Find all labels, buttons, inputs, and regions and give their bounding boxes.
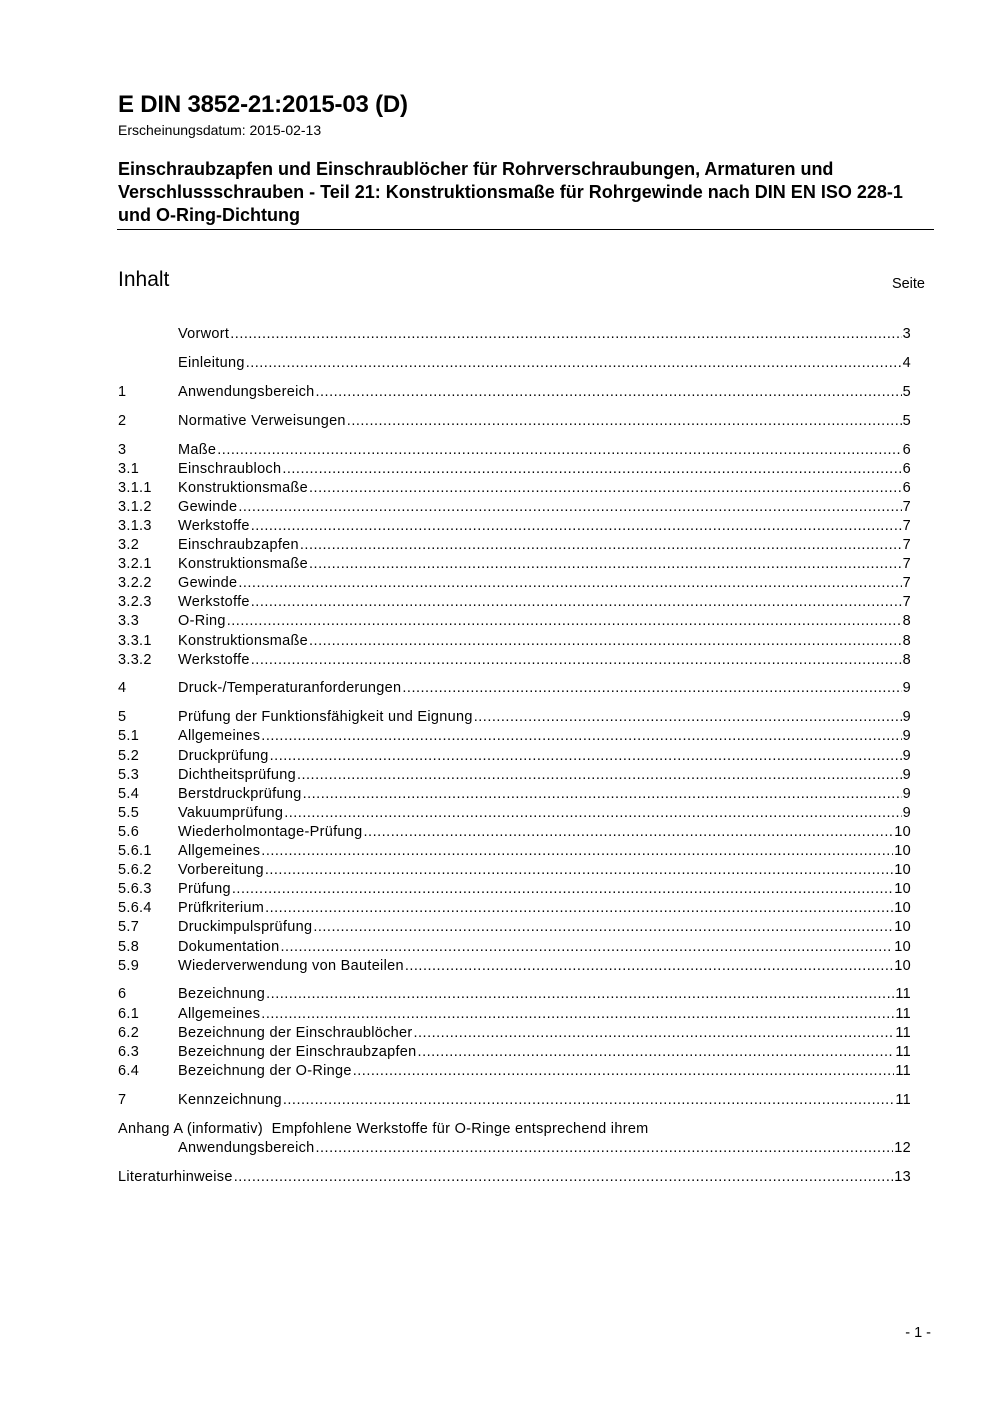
toc-entry[interactable] bbox=[118, 861, 911, 880]
page-number: - 1 - bbox=[905, 1325, 931, 1341]
dot-leader bbox=[266, 985, 894, 1004]
dot-leader bbox=[364, 823, 894, 842]
toc-entry-number: 5 bbox=[118, 709, 127, 726]
toc-entry-page: 5 bbox=[902, 383, 911, 400]
toc-entry-label: Wiederverwendung von Bauteilen bbox=[178, 957, 404, 974]
toc-entry-label: Bezeichnung bbox=[178, 986, 266, 1003]
toc-entry[interactable] bbox=[118, 555, 911, 574]
toc-entry-number: 4 bbox=[118, 680, 127, 697]
toc-entry[interactable] bbox=[118, 632, 911, 651]
toc-entry-label: Bezeichnung der Einschraublöcher bbox=[178, 1024, 413, 1041]
toc-entry-number: 3.1.3 bbox=[118, 517, 152, 534]
toc-entry-page: 6 bbox=[902, 441, 911, 458]
toc-entry-page: 9 bbox=[902, 747, 911, 764]
toc-entry[interactable] bbox=[118, 1024, 911, 1043]
toc-entry-label: Kennzeichnung bbox=[178, 1091, 282, 1108]
toc-entry-page: 10 bbox=[894, 881, 911, 898]
toc-entry-page: 11 bbox=[895, 986, 911, 1003]
toc-entry-page: 8 bbox=[902, 613, 911, 630]
toc-entry[interactable] bbox=[118, 804, 911, 823]
toc-entry-number: 2 bbox=[118, 412, 127, 429]
toc-entry-label: Wiederholmontage-Prüfung bbox=[178, 823, 363, 840]
toc-entry-number: 6.1 bbox=[118, 1005, 140, 1022]
dot-leader bbox=[261, 842, 893, 861]
toc-entry[interactable] bbox=[118, 612, 911, 631]
table-of-contents bbox=[118, 325, 911, 1187]
dot-leader bbox=[316, 1139, 894, 1158]
toc-entry-page: 10 bbox=[894, 957, 911, 974]
toc-entry-number: 3.2 bbox=[118, 537, 140, 554]
toc-entry-label: Prüfkriterium bbox=[178, 900, 265, 917]
toc-entry-label: Gewinde bbox=[178, 575, 238, 592]
dot-leader bbox=[270, 747, 902, 766]
toc-entry-number: 5.1 bbox=[118, 728, 140, 745]
toc-entry[interactable] bbox=[118, 412, 911, 431]
dot-leader bbox=[414, 1024, 895, 1043]
toc-entry[interactable] bbox=[118, 938, 911, 957]
dot-leader bbox=[309, 479, 902, 498]
toc-entry-number: 5.6.4 bbox=[118, 900, 152, 917]
toc-entry-page: 13 bbox=[894, 1168, 911, 1185]
dot-leader bbox=[309, 555, 902, 574]
dot-leader bbox=[246, 354, 902, 373]
toc-entry-label: Berstdruckprüfung bbox=[178, 785, 302, 802]
toc-entry-page: 7 bbox=[902, 575, 911, 592]
toc-entry-label: Konstruktionsmaße bbox=[178, 479, 309, 496]
dot-leader bbox=[353, 1062, 895, 1081]
toc-entry-label: Literaturhinweise bbox=[118, 1168, 233, 1185]
dot-leader bbox=[217, 441, 901, 460]
toc-entry-number: 3 bbox=[118, 441, 127, 458]
annex-prefix: Anhang A bbox=[118, 1120, 183, 1137]
toc-entry-page: 9 bbox=[902, 680, 911, 697]
toc-entry-bibliography[interactable] bbox=[118, 1168, 911, 1187]
dot-leader bbox=[238, 498, 901, 517]
toc-entry-number: 3.2.2 bbox=[118, 575, 152, 592]
toc-entry[interactable] bbox=[118, 785, 911, 804]
toc-entry[interactable] bbox=[118, 593, 911, 612]
toc-entry-label: Maße bbox=[178, 441, 217, 458]
toc-entry[interactable] bbox=[118, 441, 911, 460]
toc-entry-label: Gewinde bbox=[178, 498, 238, 515]
toc-entry-label: Bezeichnung der O-Ringe bbox=[178, 1062, 352, 1079]
dot-leader bbox=[418, 1043, 895, 1062]
annex-informative-tag: (informativ) bbox=[186, 1120, 263, 1137]
issue-date: Erscheinungsdatum: 2015-02-13 bbox=[118, 122, 322, 138]
toc-entry[interactable] bbox=[118, 498, 911, 517]
toc-entry[interactable] bbox=[118, 517, 911, 536]
dot-leader bbox=[280, 938, 893, 957]
dot-leader bbox=[284, 804, 901, 823]
toc-entry[interactable] bbox=[118, 918, 911, 937]
toc-entry-label: Vakuumprüfung bbox=[178, 804, 284, 821]
toc-entry-page: 8 bbox=[902, 651, 911, 668]
toc-entry[interactable] bbox=[118, 880, 911, 899]
toc-entry[interactable] bbox=[118, 747, 911, 766]
toc-entry-number: 5.4 bbox=[118, 785, 140, 802]
dot-leader bbox=[227, 612, 902, 631]
dot-leader bbox=[316, 383, 902, 402]
toc-entry[interactable] bbox=[118, 536, 911, 555]
toc-entry-page: 4 bbox=[902, 354, 911, 371]
toc-entry-page: 9 bbox=[902, 785, 911, 802]
annex-heading-line bbox=[118, 1120, 911, 1139]
toc-entry[interactable] bbox=[118, 574, 911, 593]
toc-entry-page: 10 bbox=[894, 938, 911, 955]
toc-entry[interactable] bbox=[118, 823, 911, 842]
dot-leader bbox=[261, 727, 901, 746]
toc-entry[interactable] bbox=[118, 354, 911, 373]
toc-entry[interactable] bbox=[118, 1062, 911, 1081]
toc-entry[interactable] bbox=[118, 325, 911, 344]
document-title: E DIN 3852-21:2015-03 (D) bbox=[118, 91, 408, 118]
toc-entry-number: 5.5 bbox=[118, 804, 140, 821]
dot-leader bbox=[297, 766, 902, 785]
toc-entry-label: Dichtheitsprüfung bbox=[178, 766, 296, 783]
toc-entry-page: 9 bbox=[902, 804, 911, 821]
toc-entry-number: 5.7 bbox=[118, 919, 140, 936]
toc-entry-label: Normative Verweisungen bbox=[178, 412, 346, 429]
document-subtitle: Einschraubzapfen und Einschraublöcher für Rohrverschraubungen, Armaturen und Verschlussschrauben - Teil 21: Konstruktionsmaße für Rohrgewinde nach DIN EN ISO 228-1 und O-Ring-Dichtung bbox=[118, 159, 903, 225]
toc-entry-label: Konstruktionsmaße bbox=[178, 632, 309, 649]
toc-entry-label: Anwendungsbereich bbox=[178, 383, 315, 400]
toc-entry-page: 10 bbox=[894, 862, 911, 879]
toc-entry-number: 5.8 bbox=[118, 938, 140, 955]
dot-leader bbox=[283, 1091, 894, 1110]
title-divider bbox=[117, 229, 934, 230]
toc-entry-page: 6 bbox=[902, 479, 911, 496]
dot-leader bbox=[347, 412, 902, 431]
toc-entry-label: Druckprüfung bbox=[178, 747, 269, 764]
toc-entry[interactable] bbox=[118, 727, 911, 746]
toc-entry[interactable] bbox=[118, 679, 911, 698]
toc-entry-number: 3.1 bbox=[118, 460, 140, 477]
toc-entry-page: 7 bbox=[902, 556, 911, 573]
toc-entry-page: 8 bbox=[902, 632, 911, 649]
toc-entry-number: 5.6.3 bbox=[118, 881, 152, 898]
toc-entry-number: 5.9 bbox=[118, 957, 140, 974]
toc-entry-number: 3.1.1 bbox=[118, 479, 152, 496]
dot-leader bbox=[402, 679, 901, 698]
toc-entry-number: 6.4 bbox=[118, 1062, 140, 1079]
dot-leader bbox=[238, 574, 901, 593]
toc-entry-page: 10 bbox=[894, 843, 911, 860]
toc-entry-label: Allgemeines bbox=[178, 728, 261, 745]
toc-entry-page: 11 bbox=[895, 1043, 911, 1060]
dot-leader bbox=[303, 785, 902, 804]
toc-entry-label: Einleitung bbox=[178, 354, 245, 371]
toc-entry-number: 7 bbox=[118, 1091, 127, 1108]
toc-entry-page: 7 bbox=[902, 517, 911, 534]
dot-leader bbox=[261, 1005, 894, 1024]
toc-entry-label: O-Ring bbox=[178, 613, 226, 630]
toc-entry-label: Einschraubzapfen bbox=[178, 537, 299, 554]
toc-entry-page: 7 bbox=[902, 498, 911, 515]
toc-entry-page: 11 bbox=[895, 1091, 911, 1108]
toc-entry-label: Werkstoffe bbox=[178, 651, 250, 668]
toc-entry-label: Allgemeines bbox=[178, 843, 261, 860]
dot-leader bbox=[265, 861, 893, 880]
dot-leader bbox=[405, 957, 893, 976]
toc-entry-page: 11 bbox=[895, 1005, 911, 1022]
toc-entry-label: Bezeichnung der Einschraubzapfen bbox=[178, 1043, 417, 1060]
toc-entry[interactable] bbox=[118, 899, 911, 918]
dot-leader bbox=[251, 517, 902, 536]
toc-entry-number: 3.2.3 bbox=[118, 594, 152, 611]
toc-entry-page: 7 bbox=[902, 537, 911, 554]
toc-entry[interactable] bbox=[118, 1005, 911, 1024]
toc-entry-number: 5.6 bbox=[118, 823, 140, 840]
toc-entry-number: 6.2 bbox=[118, 1024, 140, 1041]
toc-entry-number: 3.3.2 bbox=[118, 651, 152, 668]
toc-entry-page: 10 bbox=[894, 919, 911, 936]
dot-leader bbox=[282, 460, 901, 479]
toc-entry-page: 5 bbox=[902, 412, 911, 429]
annex-continuation-line bbox=[118, 1139, 911, 1158]
toc-entry-number: 3.1.2 bbox=[118, 498, 152, 515]
toc-entry[interactable] bbox=[118, 479, 911, 498]
toc-entry-page: 9 bbox=[902, 728, 911, 745]
toc-entry-number: 5.6.2 bbox=[118, 862, 152, 879]
dot-leader bbox=[309, 632, 902, 651]
dot-leader bbox=[230, 325, 901, 344]
toc-entry-number: 5.3 bbox=[118, 766, 140, 783]
toc-entry[interactable] bbox=[118, 842, 911, 861]
toc-entry-number: 1 bbox=[118, 383, 127, 400]
toc-entry-label: Einschraubloch bbox=[178, 460, 282, 477]
toc-entry-label: Prüfung bbox=[178, 881, 231, 898]
dot-leader bbox=[300, 536, 902, 555]
toc-annex-entry[interactable] bbox=[118, 1120, 911, 1158]
toc-entry-page: 10 bbox=[894, 900, 911, 917]
toc-entry[interactable] bbox=[118, 957, 911, 976]
toc-entry-label: Druck-/Temperaturanforderungen bbox=[178, 680, 402, 697]
toc-entry-page: 9 bbox=[902, 709, 911, 726]
toc-entry[interactable] bbox=[118, 766, 911, 785]
toc-entry-page: 7 bbox=[902, 594, 911, 611]
toc-entry-number: 5.2 bbox=[118, 747, 140, 764]
toc-entry-page: 6 bbox=[902, 460, 911, 477]
dot-leader bbox=[265, 899, 893, 918]
toc-entry-page: 11 bbox=[895, 1024, 911, 1041]
toc-entry-page: 9 bbox=[902, 766, 911, 783]
toc-entry-label: Prüfung der Funktionsfähigkeit und Eignung bbox=[178, 709, 473, 726]
toc-entry-page: 11 bbox=[895, 1062, 911, 1079]
dot-leader bbox=[474, 708, 902, 727]
toc-entry[interactable] bbox=[118, 1091, 911, 1110]
dot-leader bbox=[234, 1168, 894, 1187]
toc-entry[interactable] bbox=[118, 460, 911, 479]
toc-entry-number: 5.6.1 bbox=[118, 843, 152, 860]
toc-heading: Inhalt bbox=[118, 268, 170, 291]
toc-entry-label: Werkstoffe bbox=[178, 517, 250, 534]
toc-page-column-label: Seite bbox=[891, 276, 925, 292]
toc-entry[interactable] bbox=[118, 651, 911, 670]
toc-entry-page: 3 bbox=[902, 326, 911, 342]
dot-leader bbox=[232, 880, 893, 899]
annex-title-line1: Empfohlene Werkstoffe für O-Ringe entsprechend ihrem bbox=[271, 1120, 649, 1137]
toc-entry-page: 12 bbox=[894, 1139, 911, 1156]
toc-entry[interactable] bbox=[118, 985, 911, 1004]
toc-entry-label: Konstruktionsmaße bbox=[178, 556, 309, 573]
toc-entry-number: 6 bbox=[118, 986, 127, 1003]
toc-entry-number: 6.3 bbox=[118, 1043, 140, 1060]
toc-entry-label: Werkstoffe bbox=[178, 594, 250, 611]
toc-entry[interactable] bbox=[118, 383, 911, 402]
toc-entry-label: Dokumentation bbox=[178, 938, 280, 955]
annex-title-line2: Anwendungsbereich bbox=[178, 1139, 315, 1156]
dot-leader bbox=[251, 651, 902, 670]
toc-entry-label: Druckimpulsprüfung bbox=[178, 919, 313, 936]
toc-entry-number: 3.3 bbox=[118, 613, 140, 630]
dot-leader bbox=[313, 918, 893, 937]
toc-entry-number: 3.3.1 bbox=[118, 632, 152, 649]
toc-entry-label: Vorbereitung bbox=[178, 862, 264, 879]
toc-entry[interactable] bbox=[118, 708, 911, 727]
toc-entry-number: 3.2.1 bbox=[118, 556, 152, 573]
dot-leader bbox=[251, 593, 902, 612]
toc-entry-label: Allgemeines bbox=[178, 1005, 261, 1022]
toc-entry[interactable] bbox=[118, 1043, 911, 1062]
toc-entry-label: Vorwort bbox=[178, 326, 230, 342]
toc-entry-page: 10 bbox=[894, 823, 911, 840]
